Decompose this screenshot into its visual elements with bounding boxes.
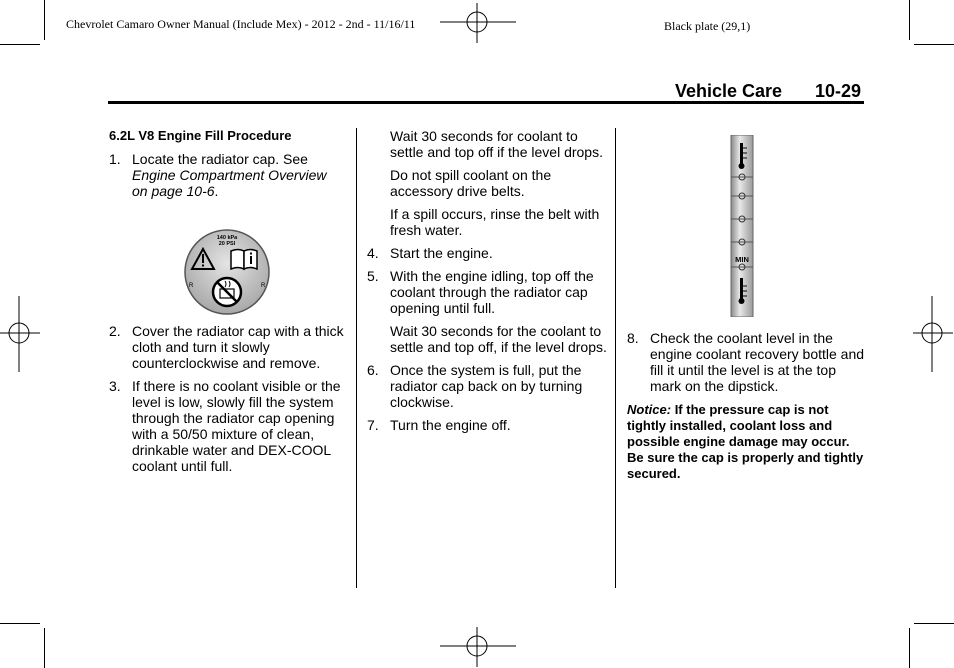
step-text: With the engine idling, top off the coolant through the radiator cap opening until full.	[390, 268, 594, 316]
page-number: 10-29	[815, 81, 862, 101]
cap-letter-right: R	[261, 283, 266, 289]
step-4	[367, 245, 607, 261]
cap-letter-left: R	[189, 283, 194, 289]
dipstick-figure	[730, 135, 754, 317]
step-text: If there is no coolant visible or the level is low, slowly fill the system through the radiator cap opening with a 50/50 mixture of clean, drinkable water and DEX-COOL coolant until full.	[132, 378, 341, 474]
crop-mark	[909, 0, 910, 40]
registration-mark-right	[913, 296, 953, 372]
crop-mark	[44, 628, 45, 668]
registration-mark-left	[0, 296, 40, 372]
column-2	[367, 128, 607, 433]
step-5	[367, 268, 607, 316]
step-3	[109, 378, 344, 474]
step-text: Turn the engine off.	[390, 417, 511, 433]
procedure-heading: 6.2L V8 Engine Fill Procedure	[109, 128, 292, 143]
owner-manual-icon	[231, 250, 257, 270]
step-text: Cover the radiator cap with a thick cloth and turn it slowly counterclockwise and remove.	[132, 323, 344, 371]
crop-mark	[44, 0, 45, 40]
paragraph: Do not spill coolant on the accessory drive belts.	[390, 167, 552, 199]
paragraph: Wait 30 seconds for coolant to settle and top off if the level drops.	[390, 128, 603, 160]
step-1	[109, 151, 344, 199]
radiator-cap-figure	[181, 229, 273, 315]
pressure-psi: 20 PSI	[218, 241, 236, 247]
paragraph: If a spill occurs, rinse the belt with fresh water.	[390, 206, 600, 238]
min-label: MIN	[735, 255, 749, 264]
step-number: 5.	[367, 268, 379, 284]
header-rule	[108, 101, 864, 104]
cross-reference-link[interactable]: Engine Compartment Overview on page 10-6	[132, 167, 327, 199]
step-text: Check the coolant level in the engine coolant recovery bottle and fill it until the level is at the top mark on the dipstick.	[650, 330, 865, 394]
crop-mark	[914, 623, 954, 624]
step-7	[367, 417, 607, 433]
running-head: Chevrolet Camaro Owner Manual (Include Mex) - 2012 - 2nd - 11/16/11	[66, 17, 416, 31]
step-number: 8.	[627, 330, 639, 346]
registration-mark-top	[440, 3, 516, 43]
section-title: Vehicle Care	[675, 81, 783, 101]
step-number: 3.	[109, 378, 121, 394]
step-number: 1.	[109, 151, 121, 167]
step-number: 2.	[109, 323, 121, 339]
paragraph: Wait 30 seconds for the coolant to settle and top off, if the level drops.	[390, 323, 607, 355]
crop-mark	[909, 628, 910, 668]
column-3	[627, 330, 865, 482]
step-text: Locate the radiator cap. See	[132, 151, 308, 167]
hot-coolant-icon	[213, 278, 241, 306]
step-text: Start the engine.	[390, 245, 493, 261]
step-2	[109, 323, 344, 371]
step-number: 7.	[367, 417, 379, 433]
step-8	[627, 330, 865, 394]
notice-text: If the pressure cap is not tightly installed, coolant loss and possible engine damage may occur. Be sure the cap is properly and tightly secured.	[627, 402, 864, 481]
crop-mark	[0, 44, 40, 45]
column-1	[109, 128, 344, 474]
step-6	[367, 362, 607, 410]
notice-block	[627, 402, 865, 482]
step-number: 4.	[367, 245, 379, 261]
crop-mark	[0, 623, 40, 624]
step-number: 6.	[367, 362, 379, 378]
step-text: Once the system is full, put the radiator cap back on by turning clockwise.	[390, 362, 583, 410]
pressure-kpa: 140 kPa	[216, 235, 238, 241]
plate-label: Black plate (29,1)	[664, 19, 751, 33]
column-divider	[356, 128, 357, 588]
registration-mark-bottom	[440, 627, 516, 667]
step-text-end: .	[214, 183, 219, 199]
crop-mark	[914, 44, 954, 45]
notice-label: Notice:	[627, 402, 672, 417]
column-divider	[615, 128, 616, 588]
